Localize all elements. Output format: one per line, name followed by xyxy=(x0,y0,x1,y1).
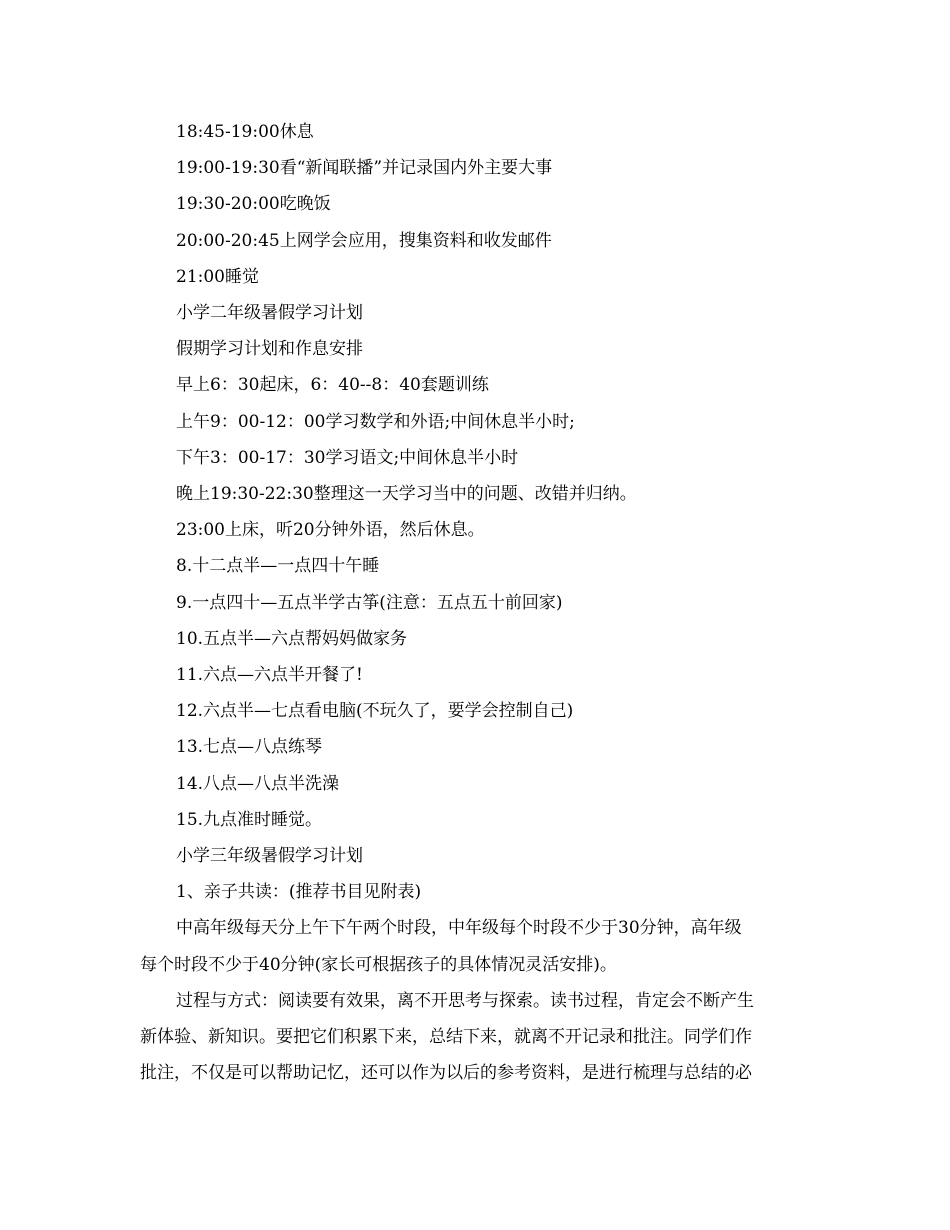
list-item: 8.十二点半—一点四十午睡 xyxy=(176,556,380,577)
section-heading: 小学三年级暑假学习计划 xyxy=(176,846,363,867)
section-heading: 小学二年级暑假学习计划 xyxy=(176,303,363,324)
paragraph-line: 每个时段不少于40分钟(家长可根据孩子的具体情况灵活安排)。 xyxy=(140,954,617,975)
document-body xyxy=(140,114,804,1091)
paragraph-reading-time xyxy=(140,910,804,982)
schedule-line: 19:30-20:00吃晚饭 xyxy=(176,194,331,215)
schedule-line: 晚上19:30-22:30整理这一天学习当中的问题、改错并归纳。 xyxy=(176,484,637,505)
list-item: 12.六点半—七点看电脑(不玩久了，要学会控制自己) xyxy=(176,701,574,722)
list-item: 14.八点—八点半洗澡 xyxy=(176,773,340,794)
list-item: 10.五点半—六点帮妈妈做家务 xyxy=(176,628,408,649)
schedule-line: 23:00上床，听20分钟外语，然后休息。 xyxy=(176,520,485,541)
schedule-line: 21:00睡觉 xyxy=(176,266,259,287)
schedule-line: 上午9：00-12：00学习数学和外语;中间休息半小时; xyxy=(176,411,575,432)
list-item: 11.六点—六点半开餐了! xyxy=(176,665,363,686)
paragraph-line: 批注，不仅是可以帮助记忆，还可以作为以后的参考资料，是进行梳理与总结的必 xyxy=(140,1063,752,1084)
paragraph-line: 新体验、新知识。要把它们积累下来，总结下来，就离不开记录和批注。同学们作 xyxy=(140,1027,752,1048)
subsection-heading: 1、亲子共读：(推荐书目见附表) xyxy=(176,882,422,903)
list-item: 9.一点四十—五点半学古筝(注意：五点五十前回家) xyxy=(176,592,563,613)
schedule-line: 18:45-19:00休息 xyxy=(176,122,314,142)
schedule-line: 早上6：30起床，6：40--8：40套题训练 xyxy=(176,375,489,396)
schedule-line: 下午3：00-17：30学习语文;中间休息半小时 xyxy=(176,447,519,468)
section-subheading: 假期学习计划和作息安排 xyxy=(176,339,363,360)
schedule-line: 20:00-20:45上网学会应用，搜集资料和收发邮件 xyxy=(176,230,552,251)
list-item: 13.七点—八点练琴 xyxy=(176,737,323,758)
paragraph-line: 过程与方式：阅读要有效果，离不开思考与探索。读书过程，肯定会不断产生 xyxy=(176,990,754,1011)
paragraph-line: 中高年级每天分上午下午两个时段，中年级每个时段不少于30分钟，高年级 xyxy=(176,918,742,939)
schedule-line: 19:00-19:30看“新闻联播”并记录国内外主要大事 xyxy=(176,158,553,179)
list-item: 15.九点准时睡觉。 xyxy=(176,809,323,830)
paragraph-reading-method xyxy=(140,983,804,1092)
